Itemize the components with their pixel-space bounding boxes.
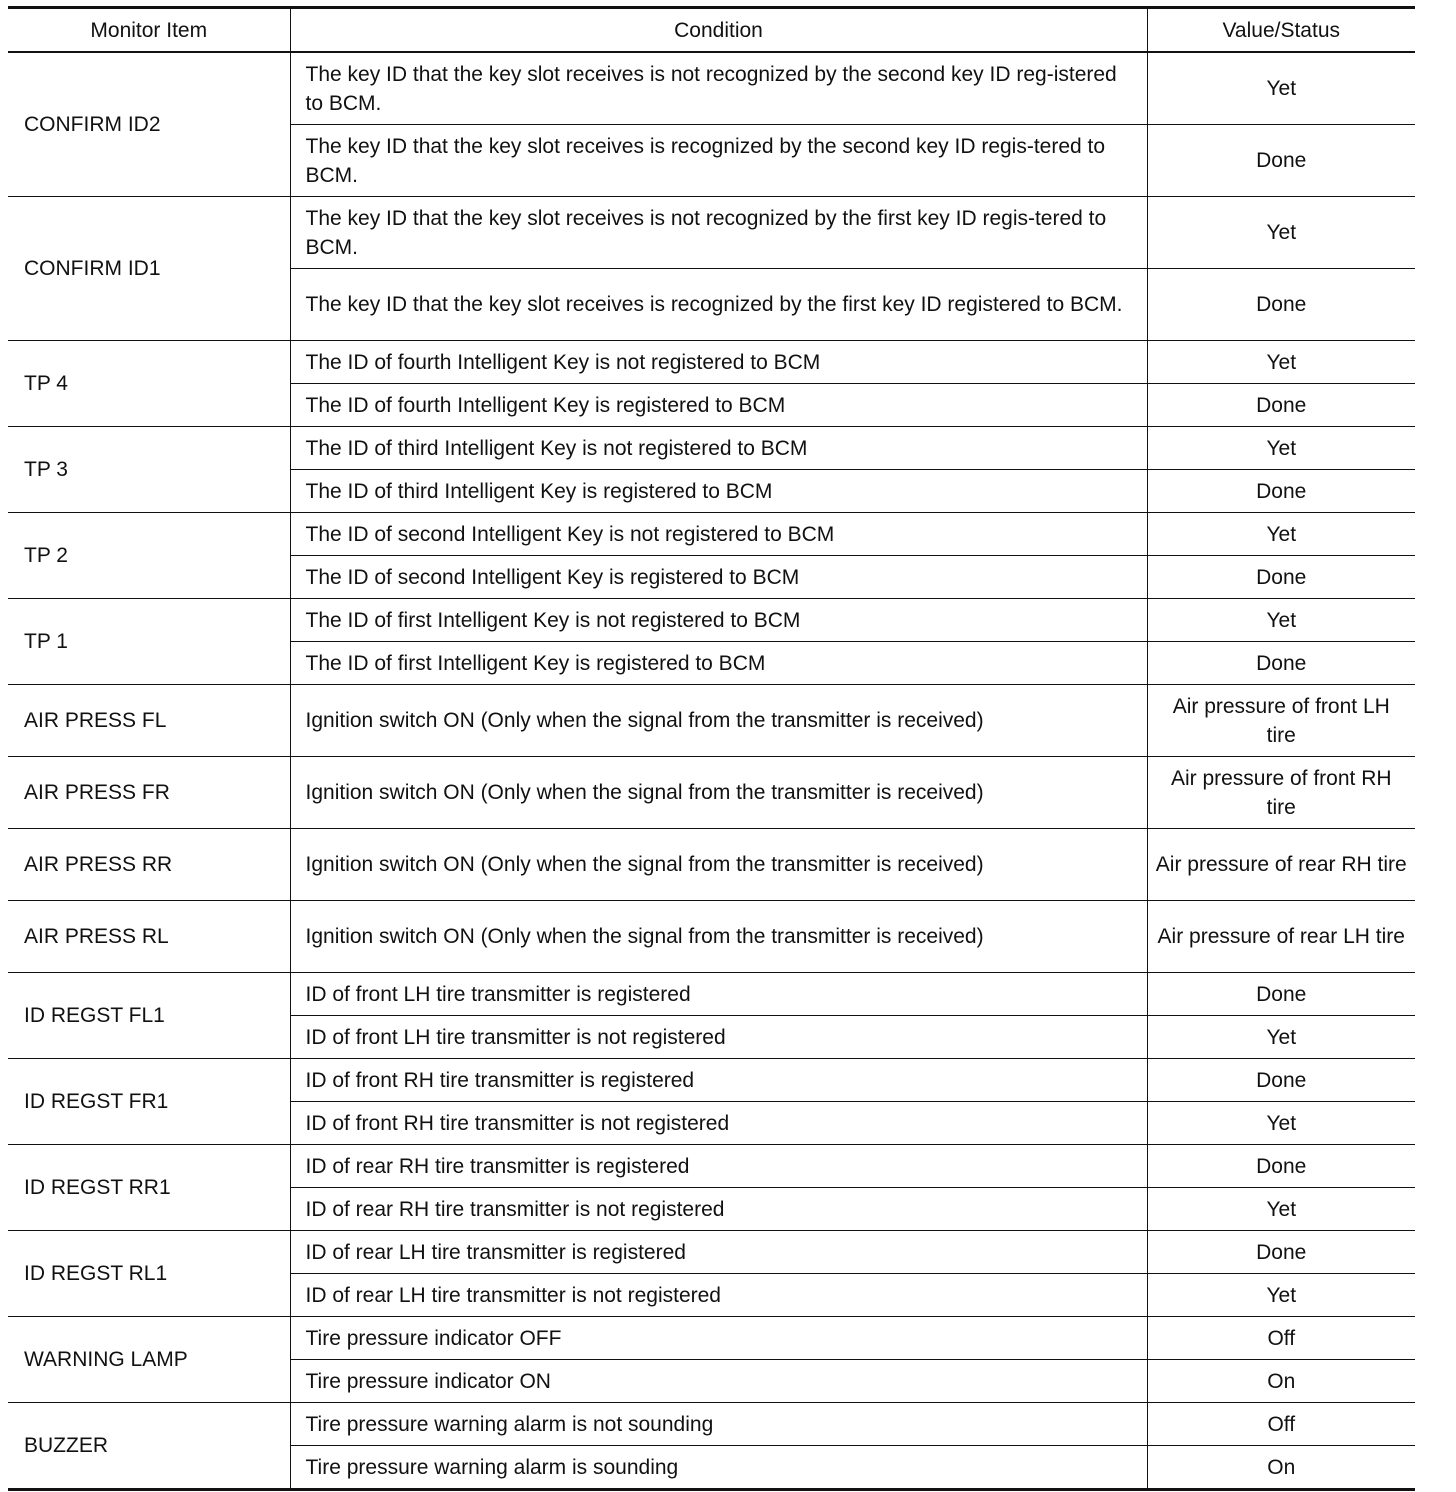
value-status-cell: Yet — [1147, 197, 1415, 269]
value-status-cell: Off — [1147, 1317, 1415, 1360]
monitor-item-cell: AIR PRESS FR — [8, 757, 290, 829]
table-row — [8, 1231, 1415, 1274]
monitor-item-cell: TP 3 — [8, 427, 290, 513]
value-status-cell: Yet — [1147, 1274, 1415, 1317]
value-status-cell: On — [1147, 1360, 1415, 1403]
value-status-cell: Yet — [1147, 513, 1415, 556]
monitor-item-cell: TP 4 — [8, 341, 290, 427]
condition-cell: ID of front LH tire transmitter is registered — [290, 973, 1147, 1016]
table-row — [8, 1059, 1415, 1102]
condition-cell: Ignition switch ON (Only when the signal from the transmitter is received) — [290, 757, 1147, 829]
value-status-cell: Done — [1147, 973, 1415, 1016]
value-status-cell: Done — [1147, 642, 1415, 685]
value-status-cell: Done — [1147, 470, 1415, 513]
monitor-table — [8, 6, 1415, 1491]
monitor-item-cell: ID REGST FL1 — [8, 973, 290, 1059]
monitor-item-cell: ID REGST RR1 — [8, 1145, 290, 1231]
table-row — [8, 1145, 1415, 1188]
monitor-item-cell: BUZZER — [8, 1403, 290, 1490]
condition-cell: The key ID that the key slot receives is not recognized by the second key ID reg-istered to BCM. — [290, 52, 1147, 125]
value-status-cell: Done — [1147, 1145, 1415, 1188]
condition-cell: Ignition switch ON (Only when the signal from the transmitter is received) — [290, 901, 1147, 973]
table-row — [8, 341, 1415, 384]
condition-cell: ID of front LH tire transmitter is not registered — [290, 1016, 1147, 1059]
condition-cell: ID of rear RH tire transmitter is registered — [290, 1145, 1147, 1188]
condition-cell: The ID of fourth Intelligent Key is not registered to BCM — [290, 341, 1147, 384]
value-status-cell: Air pressure of rear LH tire — [1147, 901, 1415, 973]
table-row — [8, 829, 1415, 901]
condition-cell: The ID of second Intelligent Key is not registered to BCM — [290, 513, 1147, 556]
condition-cell: ID of rear LH tire transmitter is not registered — [290, 1274, 1147, 1317]
condition-cell: The key ID that the key slot receives is recognized by the first key ID registered to BCM. — [290, 269, 1147, 341]
value-status-cell: Done — [1147, 125, 1415, 197]
monitor-item-cell: AIR PRESS RL — [8, 901, 290, 973]
table-row — [8, 757, 1415, 829]
table-row — [8, 427, 1415, 470]
condition-cell: Tire pressure indicator OFF — [290, 1317, 1147, 1360]
value-status-cell: Air pressure of front RH tire — [1147, 757, 1415, 829]
monitor-item-cell: ID REGST FR1 — [8, 1059, 290, 1145]
condition-cell: The key ID that the key slot receives is not recognized by the first key ID regis-tered to BCM. — [290, 197, 1147, 269]
condition-cell: The ID of first Intelligent Key is registered to BCM — [290, 642, 1147, 685]
table-row — [8, 973, 1415, 1016]
monitor-item-cell: TP 2 — [8, 513, 290, 599]
table-row — [8, 599, 1415, 642]
value-status-cell: Done — [1147, 269, 1415, 341]
value-status-cell: Yet — [1147, 599, 1415, 642]
table-row — [8, 513, 1415, 556]
table-row — [8, 685, 1415, 757]
condition-cell: The ID of second Intelligent Key is registered to BCM — [290, 556, 1147, 599]
value-status-cell: Yet — [1147, 52, 1415, 125]
condition-cell: The ID of fourth Intelligent Key is registered to BCM — [290, 384, 1147, 427]
condition-cell: Ignition switch ON (Only when the signal from the transmitter is received) — [290, 685, 1147, 757]
value-status-cell: Yet — [1147, 1016, 1415, 1059]
condition-cell: ID of front RH tire transmitter is not registered — [290, 1102, 1147, 1145]
value-status-cell: Off — [1147, 1403, 1415, 1446]
value-status-cell: Air pressure of rear RH tire — [1147, 829, 1415, 901]
table-row — [8, 1317, 1415, 1360]
condition-cell: Ignition switch ON (Only when the signal from the transmitter is received) — [290, 829, 1147, 901]
value-status-cell: Air pressure of front LH tire — [1147, 685, 1415, 757]
condition-cell: Tire pressure warning alarm is sounding — [290, 1446, 1147, 1490]
monitor-item-cell: ID REGST RL1 — [8, 1231, 290, 1317]
header-row — [8, 8, 1415, 53]
condition-cell: ID of rear RH tire transmitter is not registered — [290, 1188, 1147, 1231]
condition-cell: The ID of first Intelligent Key is not registered to BCM — [290, 599, 1147, 642]
value-status-cell: Yet — [1147, 1188, 1415, 1231]
condition-cell: Tire pressure indicator ON — [290, 1360, 1147, 1403]
monitor-item-cell: WARNING LAMP — [8, 1317, 290, 1403]
condition-cell: The ID of third Intelligent Key is not registered to BCM — [290, 427, 1147, 470]
monitor-item-cell: AIR PRESS FL — [8, 685, 290, 757]
header-condition: Condition — [290, 8, 1147, 53]
table-body — [8, 52, 1415, 1490]
table-row — [8, 901, 1415, 973]
monitor-item-cell: TP 1 — [8, 599, 290, 685]
value-status-cell: Done — [1147, 384, 1415, 427]
value-status-cell: Yet — [1147, 427, 1415, 470]
value-status-cell: Done — [1147, 1059, 1415, 1102]
value-status-cell: Yet — [1147, 341, 1415, 384]
value-status-cell: On — [1147, 1446, 1415, 1490]
condition-cell: The ID of third Intelligent Key is registered to BCM — [290, 470, 1147, 513]
header-monitor-item: Monitor Item — [8, 8, 290, 53]
value-status-cell: Yet — [1147, 1102, 1415, 1145]
condition-cell: ID of rear LH tire transmitter is registered — [290, 1231, 1147, 1274]
table-row — [8, 52, 1415, 125]
table-row — [8, 197, 1415, 269]
monitor-item-cell: CONFIRM ID1 — [8, 197, 290, 341]
condition-cell: The key ID that the key slot receives is recognized by the second key ID regis-tered to BCM. — [290, 125, 1147, 197]
monitor-item-cell: CONFIRM ID2 — [8, 52, 290, 197]
value-status-cell: Done — [1147, 1231, 1415, 1274]
value-status-cell: Done — [1147, 556, 1415, 599]
monitor-item-cell: AIR PRESS RR — [8, 829, 290, 901]
table-row — [8, 1403, 1415, 1446]
header-value-status: Value/Status — [1147, 8, 1415, 53]
condition-cell: Tire pressure warning alarm is not sounding — [290, 1403, 1147, 1446]
condition-cell: ID of front RH tire transmitter is registered — [290, 1059, 1147, 1102]
